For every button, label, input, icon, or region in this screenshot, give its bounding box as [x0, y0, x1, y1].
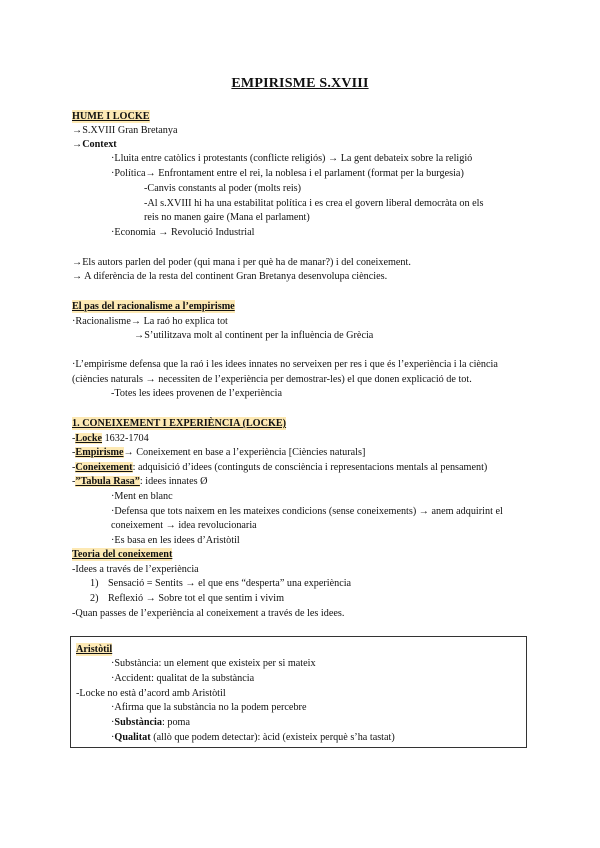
arrow-prefix: → — [72, 139, 83, 150]
text-line: →S.XVIII Gran Bretanya — [72, 125, 178, 136]
list-number: 1) — [90, 578, 99, 589]
text-line: → A diferència de la resta del continent Gran Bretanya desenvolupa ciències. — [72, 271, 388, 282]
list-item: Reflexió → Sobre tot el que sentim i vivim — [108, 593, 284, 604]
box-heading: Aristòtil — [76, 644, 113, 655]
tabula-rasa-term: ”Tabula Rasa” — [75, 476, 140, 487]
section-heading-coneixement: 1. CONEIXEMENT I EXPERIÈNCIA (LOCKE) — [72, 418, 287, 429]
substancia-term: Substància — [114, 717, 162, 728]
context-label: Context — [82, 139, 117, 150]
text-line: coneixement → idea revolucionaria — [111, 520, 257, 531]
text-line: ·Afirma que la substància no la podem percebre — [111, 702, 307, 713]
text-line — [72, 138, 117, 151]
text-line: →Els autors parlen del poder (qui mana i per què ha de manar?) i del coneixement. — [72, 257, 411, 268]
qualitat-example: (allò que podem detectar): àcid (existeix perquè s’ha tastat) — [150, 732, 395, 743]
list-number: 2) — [90, 593, 99, 604]
paragraph-line: (ciències naturals → necessiten de l’experiència per demostrar-les) el que donen explicació de tot. — [72, 374, 472, 385]
text-line: -Al s.XVIII hi ha una estabilitat política i es crea el govern liberal democràta on els — [144, 198, 484, 209]
locke-dates: 1632-1704 — [102, 433, 149, 444]
text-line: -Empirisme→ Coneixement en base a l’experiència [Ciències naturals] — [72, 447, 366, 458]
section-heading-hume-locke: HUME I LOCKE — [72, 111, 150, 122]
list-item: Sensació = Sentits → el que ens “desperta” una experiència — [108, 578, 352, 589]
text-line: ·Economia → Revolució Industrial — [111, 227, 255, 238]
empirisme-term: Empirisme — [75, 447, 124, 458]
empirisme-def: → Coneixement en base a l’experiència [Ciències naturals] — [123, 447, 366, 458]
text-line — [111, 716, 190, 729]
text-line: ·Lluita entre catòlics i protestants (conflicte religiós) → La gent debateix sobre la religió — [111, 153, 473, 164]
coneixement-def: : adquisició d’idees (continguts de consciència i representacions mentals al pensament) — [132, 462, 488, 473]
text-line: →S’utilitzava molt al continent per la influència de Grècia — [134, 330, 374, 341]
text-line: -Quan passes de l’experiència al coneixement a través de les idees. — [72, 608, 345, 619]
text-line: -Locke no està d’acord amb Aristòtil — [76, 688, 226, 699]
text-line: -Totes les idees provenen de l’experiència — [111, 388, 282, 399]
substancia-example: : poma — [161, 717, 190, 728]
subheading-teoria: Teoria del coneixement — [72, 549, 173, 560]
text-line: ·Defensa que tots naixem en les mateixes condicions (sense coneixements) → anem adquirint el — [111, 506, 503, 517]
text-line: -Canvis constants al poder (molts reis) — [144, 183, 302, 194]
section-heading-racionalisme: El pas del racionalisme a l’empirisme — [72, 301, 235, 312]
page-title: EMPIRISME S.XVIII — [231, 76, 369, 91]
text-line: reis no manen gaire (Mana el parlament) — [144, 212, 310, 223]
tabula-rasa-def: : idees innates Ø — [139, 476, 208, 487]
bullet: · — [111, 732, 115, 743]
text-line: -”Tabula Rasa”: idees innates Ø — [72, 476, 208, 487]
paragraph-line: ·L’empirisme defensa que la raó i les idees innates no serveixen per res i que és l’experiència i la ciència — [72, 359, 498, 370]
text-line: ·Política→ Enfrontament entre el rei, la noblesa i el parlament (format per la burgesia) — [111, 168, 464, 179]
coneixement-term: Coneixement — [75, 462, 133, 473]
text-line: ·Substància: un element que existeix per si mateix — [111, 658, 316, 669]
text-line: -Coneixement: adquisició d’idees (continguts de consciència i representacions mentals al pensament) — [72, 462, 488, 473]
qualitat-term: Qualitat — [114, 732, 151, 743]
text-line: ·Accident: qualitat de la substància — [111, 673, 255, 684]
bullet: · — [111, 717, 115, 728]
text-line: ·Es basa en les idees d’Aristòtil — [111, 535, 240, 546]
locke-term: Locke — [75, 433, 103, 444]
text-line — [111, 731, 395, 744]
text-line: ·Racionalisme→ La raó ho explica tot — [72, 316, 228, 327]
text-line: -Locke 1632-1704 — [72, 433, 149, 444]
text-line: ·Ment en blanc — [111, 491, 173, 502]
text-line: -Idees a través de l’experiència — [72, 564, 199, 575]
